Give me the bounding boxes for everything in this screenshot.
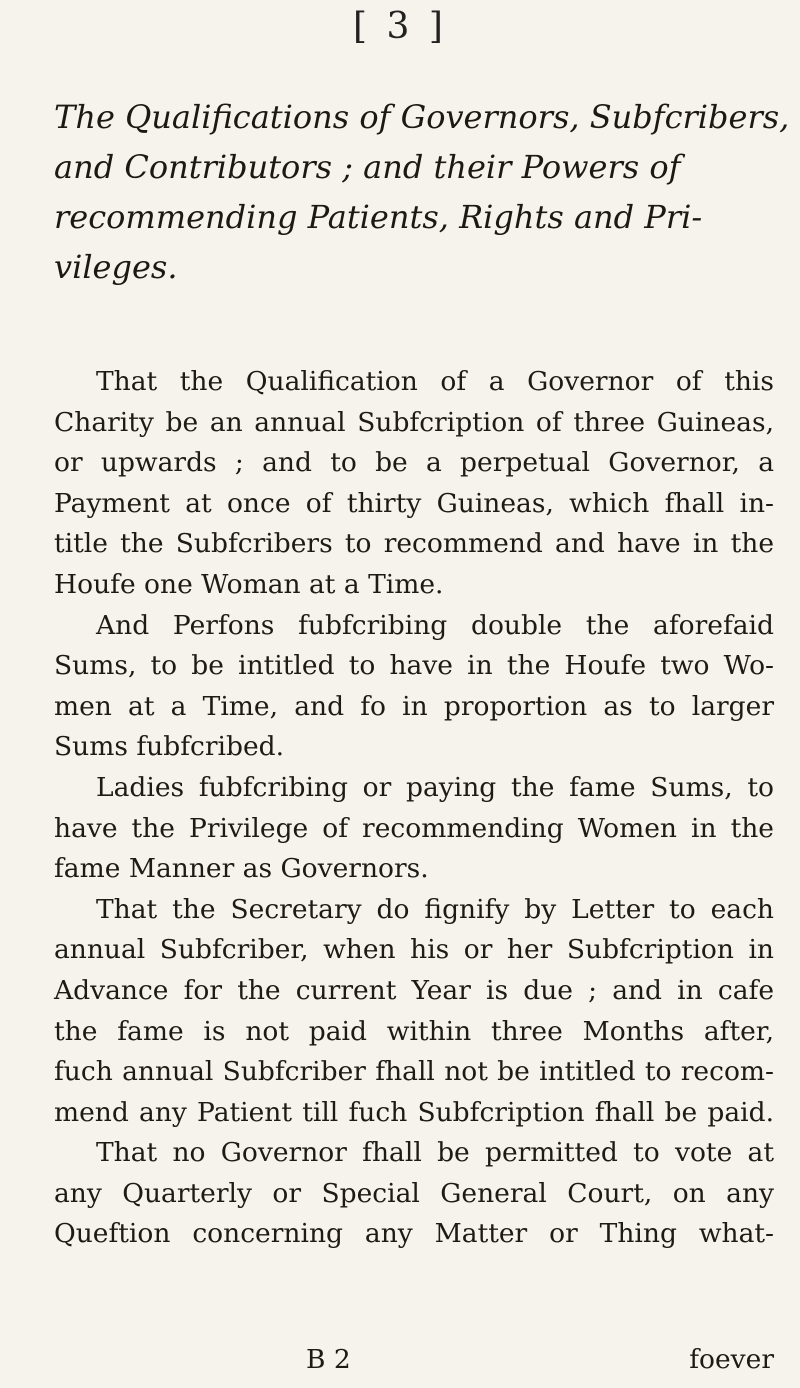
text-line: That the Qualification of a Governor of this <box>96 366 774 397</box>
text-line: title the Subfcribers to recommend and have in the <box>54 528 774 560</box>
text-line: annual Subfcriber, when his or her Subfcription in <box>54 934 774 966</box>
heading-line: vileges. <box>54 248 178 286</box>
text-line: That no Governor fhall be permitted to vote at <box>96 1137 774 1169</box>
section-heading <box>54 92 790 292</box>
text-line: That the Secretary do fignify by Letter to each <box>96 893 774 925</box>
text-line: mend any Patient till fuch Subfcription fhall be paid. <box>54 1096 774 1128</box>
signature-mark: B 2 <box>306 1344 351 1375</box>
heading-line: and Contributors ; and their Powers of <box>54 148 681 186</box>
text-line: And Perfons fubfcribing double the aforefaid <box>96 609 774 641</box>
heading-line: recommending Patients, Rights and Pri- <box>54 198 703 236</box>
text-line: Sums fubfcribed. <box>54 731 285 763</box>
body-text <box>54 362 774 1255</box>
text-line: Charity be an annual Subfcription of three Guineas, <box>54 406 774 438</box>
heading-line: The Qualifications of Governors, Subfcribers, <box>54 98 790 136</box>
page-footer <box>0 1344 800 1384</box>
text-line: have the Privilege of recommending Women in the <box>54 812 774 844</box>
text-line: fame Manner as Governors. <box>54 853 429 885</box>
text-line: Ladies fubfcribing or paying the fame Sums, to <box>96 771 774 803</box>
text-line: the fame is not paid within three Months after, <box>54 1015 774 1047</box>
text-line: Houfe one Woman at a Time. <box>54 568 444 600</box>
text-line: or upwards ; and to be a perpetual Governor, a <box>54 447 774 479</box>
text-line: Advance for the current Year is due ; and in cafe <box>54 974 774 1006</box>
page-number: [ 3 ] <box>353 6 447 47</box>
text-line: fuch annual Subfcriber fhall not be intitled to recom- <box>54 1056 774 1088</box>
text-line: Queftion concerning any Matter or Thing what- <box>54 1218 774 1250</box>
text-line: men at a Time, and fo in proportion as to larger <box>54 690 774 722</box>
catchword: foever <box>689 1344 774 1375</box>
text-line: Payment at once of thirty Guineas, which fhall in- <box>54 487 774 519</box>
text-line: any Quarterly or Special General Court, on any <box>54 1177 774 1209</box>
text-line: Sums, to be intitled to have in the Houfe two Wo- <box>54 650 774 682</box>
